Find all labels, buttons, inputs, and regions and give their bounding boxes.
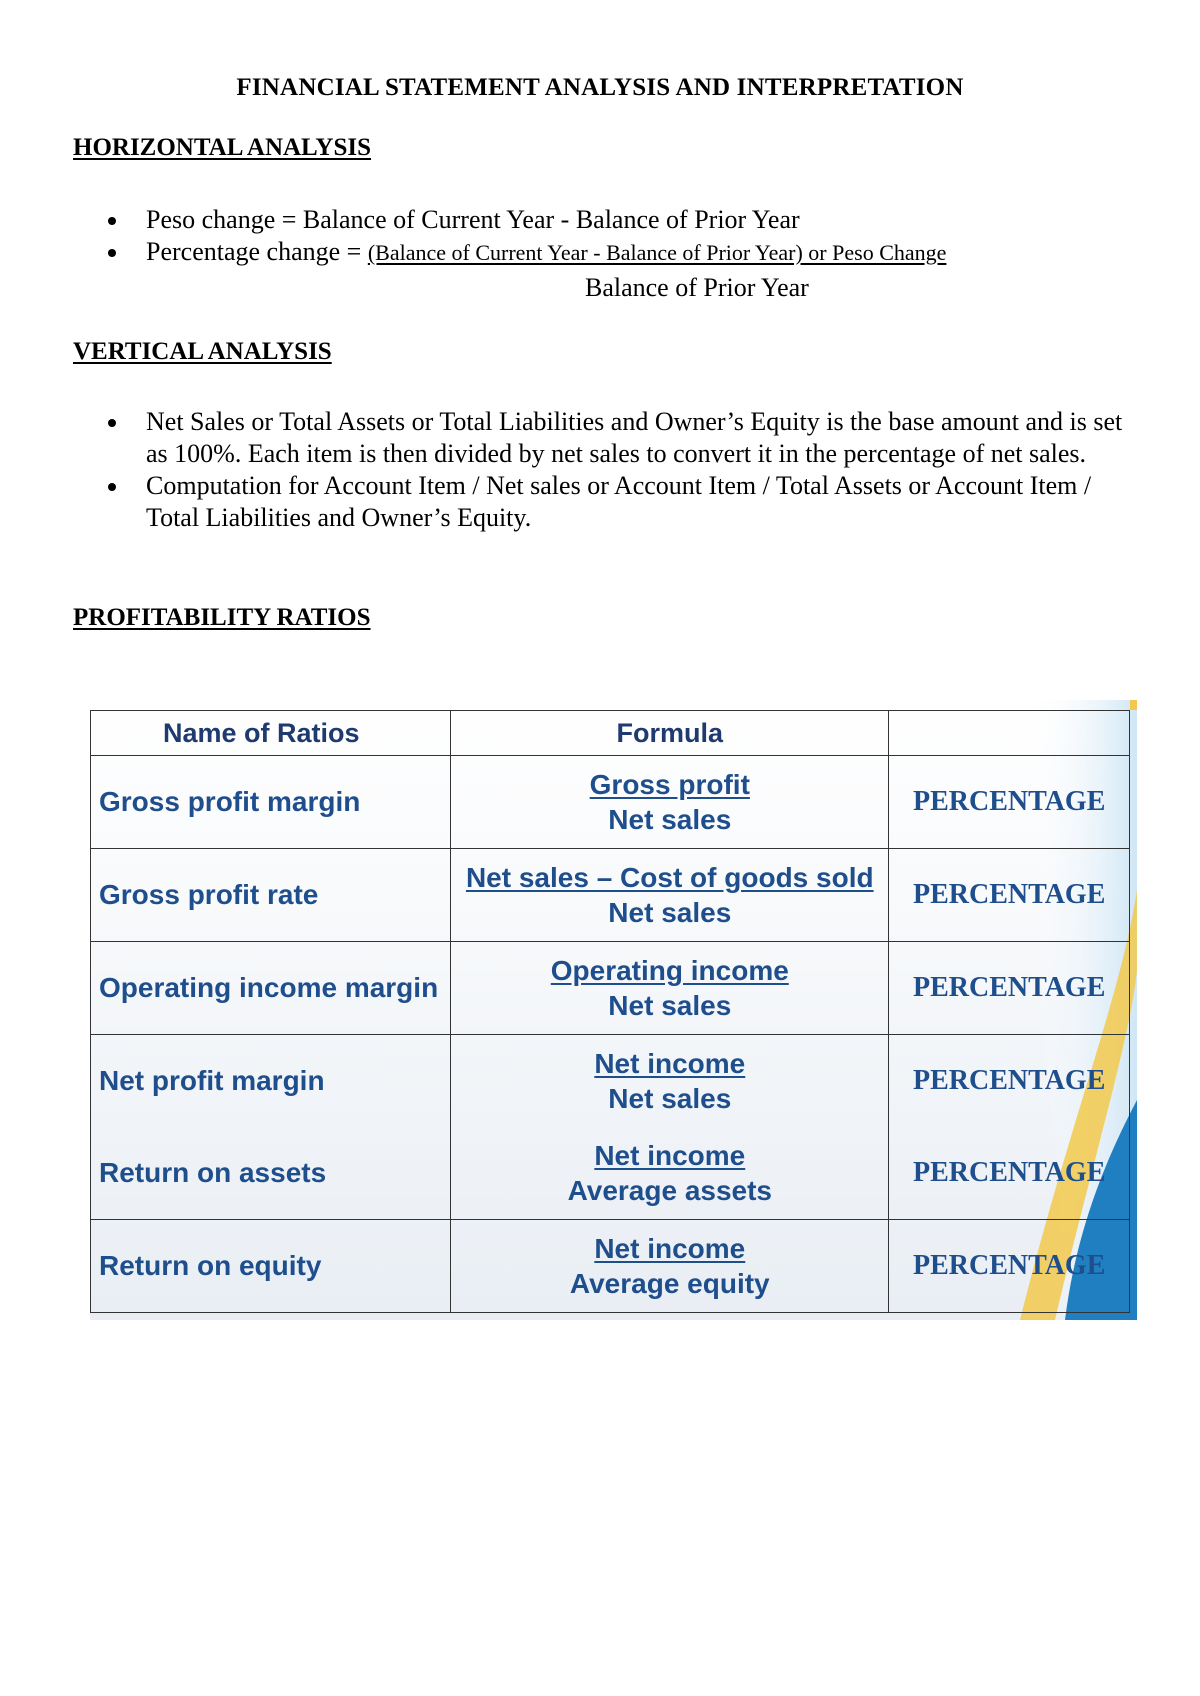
ratio-name: Net profit margin	[91, 1035, 451, 1128]
ratios-table-figure	[90, 700, 1137, 1320]
formula-numerator: Net income	[594, 1233, 746, 1264]
vertical-analysis-list	[0, 406, 1126, 534]
ratio-type: PERCENTAGE	[889, 849, 1130, 942]
formula-numerator: Gross profit	[589, 769, 750, 800]
formula-numerator: Net income	[594, 1140, 746, 1171]
ratio-formula	[451, 756, 889, 849]
formula-numerator: Net income	[594, 1048, 746, 1079]
list-item	[0, 406, 1126, 470]
table-row	[91, 849, 1130, 942]
vertical-bullet-base: Net Sales or Total Assets or Total Liabilities and Owner’s Equity is the base amount and is set as 100%. Each item is then divided by net sales to convert it in the percentage of net sales.	[146, 407, 1123, 468]
percentage-change-numerator: (Balance of Current Year - Balance of Prior Year) or Peso Change	[367, 240, 947, 265]
bullet-icon	[108, 217, 116, 225]
formula-denominator: Net sales	[608, 897, 732, 928]
vertical-bullet-computation: Computation for Account Item / Net sales or Account Item / Total Assets or Account Item / Total Liabilities and Owner’s Equity.	[146, 471, 1092, 532]
formula-denominator: Average assets	[567, 1175, 772, 1206]
ratio-type: PERCENTAGE	[889, 1127, 1130, 1220]
column-header-name: Name of Ratios	[91, 711, 451, 756]
formula-numerator: Net sales – Cost of goods sold	[465, 862, 874, 893]
table-row	[91, 1035, 1130, 1128]
list-item	[0, 470, 1126, 534]
horizontal-analysis-heading: HORIZONTAL ANALYSIS	[73, 134, 372, 161]
ratio-type: PERCENTAGE	[889, 1035, 1130, 1128]
formula-denominator: Net sales	[608, 1083, 732, 1114]
bullet-icon	[108, 249, 116, 257]
ratio-formula	[451, 1127, 889, 1220]
ratio-name: Return on assets	[91, 1127, 451, 1220]
list-item	[0, 204, 1126, 236]
profitability-ratios-table	[90, 710, 1130, 1313]
bullet-icon	[108, 419, 116, 427]
percentage-change-label: Percentage change =	[146, 237, 368, 266]
ratio-type: PERCENTAGE	[889, 756, 1130, 849]
bullet-icon	[108, 483, 116, 491]
list-item	[0, 236, 1126, 269]
document-title: FINANCIAL STATEMENT ANALYSIS AND INTERPRETATION	[236, 74, 964, 101]
percentage-change-denominator: Balance of Prior Year	[585, 273, 809, 302]
table-row	[91, 1127, 1130, 1220]
table-row	[91, 756, 1130, 849]
ratio-name: Operating income margin	[91, 942, 451, 1035]
vertical-analysis-heading: VERTICAL ANALYSIS	[73, 338, 332, 365]
ratio-formula	[451, 1220, 889, 1313]
formula-denominator: Net sales	[608, 804, 732, 835]
table-row	[91, 1220, 1130, 1313]
ratio-formula	[451, 942, 889, 1035]
table-row	[91, 942, 1130, 1035]
formula-numerator: Operating income	[550, 955, 789, 986]
column-header-formula: Formula	[451, 711, 889, 756]
formula-denominator: Average equity	[569, 1268, 770, 1299]
peso-change-formula: Peso change = Balance of Current Year - Balance of Prior Year	[146, 205, 800, 234]
ratio-formula	[451, 849, 889, 942]
horizontal-analysis-list	[0, 204, 1126, 269]
profitability-ratios-heading: PROFITABILITY RATIOS	[73, 604, 371, 631]
column-header-type	[889, 711, 1130, 756]
ratio-name: Return on equity	[91, 1220, 451, 1313]
ratio-formula	[451, 1035, 889, 1128]
table-header-row	[91, 711, 1130, 756]
ratio-name: Gross profit rate	[91, 849, 451, 942]
formula-denominator: Net sales	[608, 990, 732, 1021]
ratio-name: Gross profit margin	[91, 756, 451, 849]
ratio-type: PERCENTAGE	[889, 942, 1130, 1035]
ratio-type: PERCENTAGE	[889, 1220, 1130, 1313]
